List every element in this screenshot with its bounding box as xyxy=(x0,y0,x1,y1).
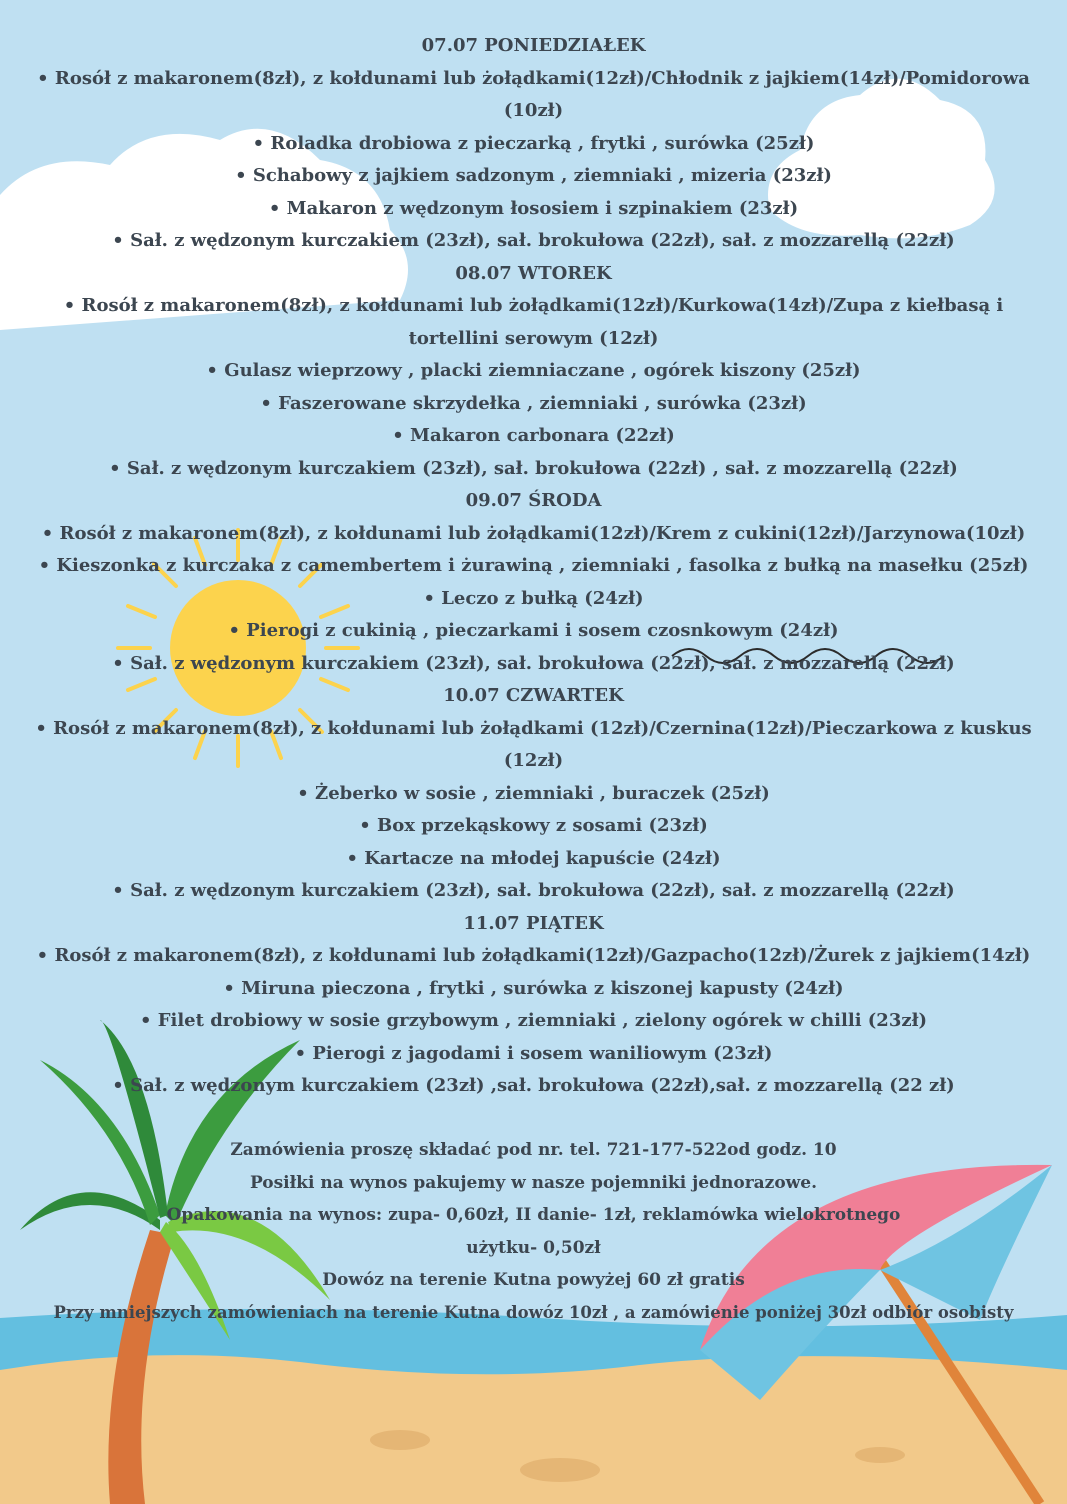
menu-item: • Roladka drobiowa z pieczarką , frytki , surówka (25zł) xyxy=(252,132,815,154)
day-section-wednesday xyxy=(0,485,1067,680)
day-section-tuesday xyxy=(0,258,1067,486)
menu-item: • Rosół z makaronem(8zł), z kołdunami lub żołądkami(12zł)/Krem z cukini(12zł)/Jarzynowa(10zł) xyxy=(41,522,1026,544)
day-section-thursday xyxy=(0,680,1067,908)
menu-item: • Faszerowane skrzydełka , ziemniaki , surówka (23zł) xyxy=(260,392,807,414)
menu-item: • Rosół z makaronem(8zł), z kołdunami lub żołądkami(12zł)/Kurkowa(14zł)/Zupa z kiełbasą i tortellini serowym (12zł) xyxy=(63,295,1004,349)
day-heading: 08.07 WTOREK xyxy=(455,262,612,284)
day-heading: 11.07 PIĄTEK xyxy=(463,912,604,934)
takeaway-info: Posiłki na wynos pakujemy w nasze pojemniki jednorazowe. xyxy=(249,1172,818,1193)
menu-item: • Gulasz wieprzowy , placki ziemniaczane , ogórek kiszony (25zł) xyxy=(206,360,861,381)
menu-item: • Makaron carbonara (22zł) xyxy=(392,425,675,446)
menu-item: • Leczo z bułką (24zł) xyxy=(423,587,644,609)
delivery-free-info: Dowóz na terenie Kutna powyżej 60 zł gratis xyxy=(322,1270,745,1290)
menu-item: • Rosół z makaronem(8zł), z kołdunami lub żołądkami(12zł)/Gazpacho(12zł)/Żurek z jajkiem(14zł) xyxy=(36,945,1031,966)
menu-item: • Rosół z makaronem(8zł), z kołdunami lub żołądkami (12zł)/Czernina(12zł)/Pieczarkowa z kuskus (12zł) xyxy=(35,717,1032,771)
menu-item: • Rosół z makaronem(8zł), z kołdunami lub żołądkami(12zł)/Chłodnik z jajkiem(14zł)/Pomidorowa (10zł) xyxy=(37,67,1030,121)
menu-item: • Pierogi z jagodami i sosem waniliowym (23zł) xyxy=(294,1042,773,1064)
menu-item: • Kartacze na młodej kapuście (24zł) xyxy=(346,847,721,869)
order-phone-info: Zamówienia proszę składać pod nr. tel. 721-177-522od godz. 10 xyxy=(230,1140,837,1160)
menu-item: • Sał. z wędzonym kurczakiem (23zł) ,sał. brokułowa (22zł),sał. z mozzarellą (22 zł) xyxy=(112,1075,955,1096)
menu-item: • Sał. z wędzonym kurczakiem (23zł), sał. brokułowa (22zł), sał. z mozzarellą (22zł) xyxy=(112,230,955,251)
menu-item: • Pierogi z cukinią , pieczarkami i sosem czosnkowym (24zł) xyxy=(228,620,839,641)
daily-menu xyxy=(0,30,1067,1103)
menu-item: • Sał. z wędzonym kurczakiem (23zł), sał. brokułowa (22zł) , sał. z mozzarellą (22zł) xyxy=(109,457,958,479)
menu-item: • Schabowy z jajkiem sadzonym , ziemniaki , mizeria (23zł) xyxy=(235,165,832,186)
day-section-monday xyxy=(0,30,1067,258)
day-section-friday xyxy=(0,908,1067,1103)
delivery-fee-info: Przy mniejszych zamówieniach na terenie Kutna dowóz 10zł , a zamówienie poniżej 30zł odbiór osobisty xyxy=(53,1302,1014,1322)
day-heading: 09.07 ŚRODA xyxy=(465,490,602,511)
menu-item: • Box przekąskowy z sosami (23zł) xyxy=(359,815,708,836)
menu-item: • Makaron z wędzonym łososiem i szpinakiem (23zł) xyxy=(268,197,799,219)
day-heading: 10.07 CZWARTEK xyxy=(443,685,624,706)
menu-item: • Sał. z wędzonym kurczakiem (23zł), sał. brokułowa (22zł), sał. z mozzarellą (22zł) xyxy=(112,652,955,674)
menu-item: • Sał. z wędzonym kurczakiem (23zł), sał. brokułowa (22zł), sał. z mozzarellą (22zł) xyxy=(112,880,955,901)
packaging-prices: Opakowania na wynos: zupa- 0,60zł, II danie- 1zł, reklamówka wielokrotnego użytku- 0,50zł xyxy=(166,1205,901,1258)
sand xyxy=(0,1355,1067,1504)
menu-item: • Żeberko w sosie , ziemniaki , buraczek (25zł) xyxy=(297,782,770,804)
menu-item: • Filet drobiowy w sosie grzybowym , ziemniaki , zielony ogórek w chilli (23zł) xyxy=(139,1010,928,1031)
day-heading: 07.07 PONIEDZIAŁEK xyxy=(421,35,646,56)
menu-item: • Miruna pieczona , frytki , surówka z kiszonej kapusty (24zł) xyxy=(223,977,844,999)
order-info xyxy=(0,1134,1067,1329)
menu-item: • Kieszonka z kurczaka z camembertem i żurawiną , ziemniaki , fasolka z bułką na masełku (25zł) xyxy=(38,555,1029,576)
